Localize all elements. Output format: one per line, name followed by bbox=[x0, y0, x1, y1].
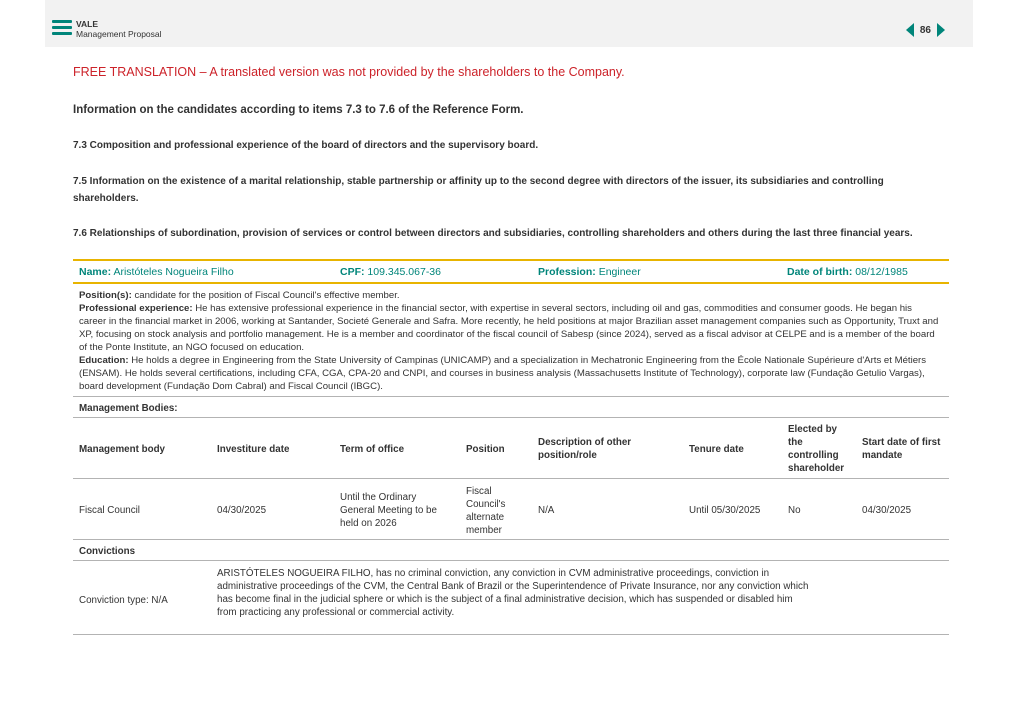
cell-tenure-date: Until 05/30/2025 bbox=[689, 505, 761, 516]
previous-page-icon[interactable] bbox=[906, 23, 914, 37]
conviction-type: Conviction type: N/A bbox=[79, 595, 168, 606]
brand-subtitle: Management Proposal bbox=[76, 29, 162, 39]
page-header bbox=[45, 0, 973, 47]
education-paragraph: Education: He holds a degree in Engineering from the State University of Campinas (UNICAMP) and a specialization in Mechatronic Engineering from the École Nationale Supérieure d'Arts et Métiers (ENSAM). He holds several certifications, including CFA, CGA, CPA-20 and CNPI, and courses in business analysis (Massachusetts Institute of Technology), corporate law (Fundação Getulio Vargas), board development (Fundação Dom Cabral) and Fiscal Council (IBGC). bbox=[79, 355, 927, 392]
header-term-of-office: Term of office bbox=[340, 444, 405, 455]
candidate-name-field: Name: Aristóteles Nogueira Filho bbox=[79, 266, 234, 278]
positions-line: Position(s): candidate for the position of Fiscal Council's effective member. bbox=[79, 290, 400, 301]
vale-logo-icon bbox=[52, 20, 72, 38]
divider bbox=[73, 478, 949, 479]
top-rule bbox=[73, 259, 949, 261]
bottom-rule bbox=[73, 282, 949, 284]
management-bodies-title: Management Bodies: bbox=[79, 403, 178, 414]
translation-notice: FREE TRANSLATION – A translated version was not provided by the shareholders to the Company. bbox=[73, 65, 625, 79]
cell-term-of-office: Until the Ordinary General Meeting to be held on 2026 bbox=[340, 492, 437, 529]
next-page-icon[interactable] bbox=[937, 23, 945, 37]
candidate-cpf: 109.345.067-36 bbox=[367, 266, 441, 278]
divider bbox=[73, 634, 949, 635]
candidate-dob-field: Date of birth: 08/12/1985 bbox=[787, 266, 908, 278]
brand-name: VALE bbox=[76, 19, 99, 29]
header-investiture-date: Investiture date bbox=[217, 444, 290, 455]
header-tenure-date: Tenure date bbox=[689, 444, 744, 455]
candidate-dob: 08/12/1985 bbox=[855, 266, 908, 278]
candidate-bio bbox=[79, 289, 941, 393]
item-7-5: 7.5 Information on the existence of a marital relationship, stable partnership or affinity up to the second degree with directors of the issuer, its subsidiaries and controlling shareholders. bbox=[73, 176, 884, 204]
divider bbox=[73, 560, 949, 561]
cell-position: Fiscal Council's alternate member bbox=[466, 486, 506, 536]
cell-elected: No bbox=[788, 505, 801, 516]
page-number: 86 bbox=[919, 24, 931, 36]
convictions-title: Convictions bbox=[79, 546, 136, 557]
divider bbox=[73, 396, 949, 397]
header-start-date: Start date of first mandate bbox=[862, 437, 941, 461]
conviction-text: ARISTÓTELES NOGUEIRA FILHO, has no criminal conviction, any conviction in CVM administrative proceedings, conviction in administrative proceedings of the CVM, the Central Bank of Brazil or the Superintendence of Private Insurance, nor any conviction which has become final in the judicial sphere or which is the subject of a final administrative decision, which has suspended or disabled him from practicing any professional or commercial activity. bbox=[217, 568, 809, 618]
cell-investiture-date: 04/30/2025 bbox=[217, 505, 267, 516]
header-description: Description of other position/role bbox=[538, 437, 632, 461]
cell-description: N/A bbox=[538, 505, 555, 516]
candidate-name: Aristóteles Nogueira Filho bbox=[113, 266, 234, 278]
header-management-body: Management body bbox=[79, 444, 166, 455]
experience-paragraph: Professional experience: He has extensive professional experience in the financial sector, with expertise in several sectors, including oil and gas, commodities and consumer goods. He began his career in the financial market in 2006, working at Santander, Societé Generale and Safra. More recently, he held positions at major Brazilian asset management companies such as Opportunity, Truxt and XP, focusing on stock analysis and portfolio management. He is a member and coordinator of the fiscal council of Sabesp (since 2024), served as a fiscal advisor at CELPE and is a member of the board of the Ponte Institute, an NGO focused on education. bbox=[79, 303, 939, 353]
header-elected-by-controlling: Elected by the controlling shareholder bbox=[788, 424, 845, 474]
item-7-6: 7.6 Relationships of subordination, provision of services or control between directors and subsidiaries, controlling shareholders and others during the last three financial years. bbox=[73, 228, 913, 239]
candidate-profession-field: Profession: Engineer bbox=[538, 266, 641, 278]
section-title: Information on the candidates according to items 7.3 to 7.6 of the Reference Form. bbox=[73, 104, 524, 116]
candidate-profession: Engineer bbox=[598, 266, 641, 278]
divider bbox=[73, 539, 949, 540]
cell-management-body: Fiscal Council bbox=[79, 505, 140, 516]
item-7-3: 7.3 Composition and professional experience of the board of directors and the supervisory board. bbox=[73, 140, 539, 151]
divider bbox=[73, 417, 949, 418]
brand-block bbox=[76, 19, 162, 39]
cell-start-date: 04/30/2025 bbox=[862, 505, 912, 516]
pager bbox=[906, 23, 945, 37]
candidate-cpf-field: CPF: 109.345.067-36 bbox=[340, 266, 441, 278]
header-position: Position bbox=[466, 444, 505, 455]
